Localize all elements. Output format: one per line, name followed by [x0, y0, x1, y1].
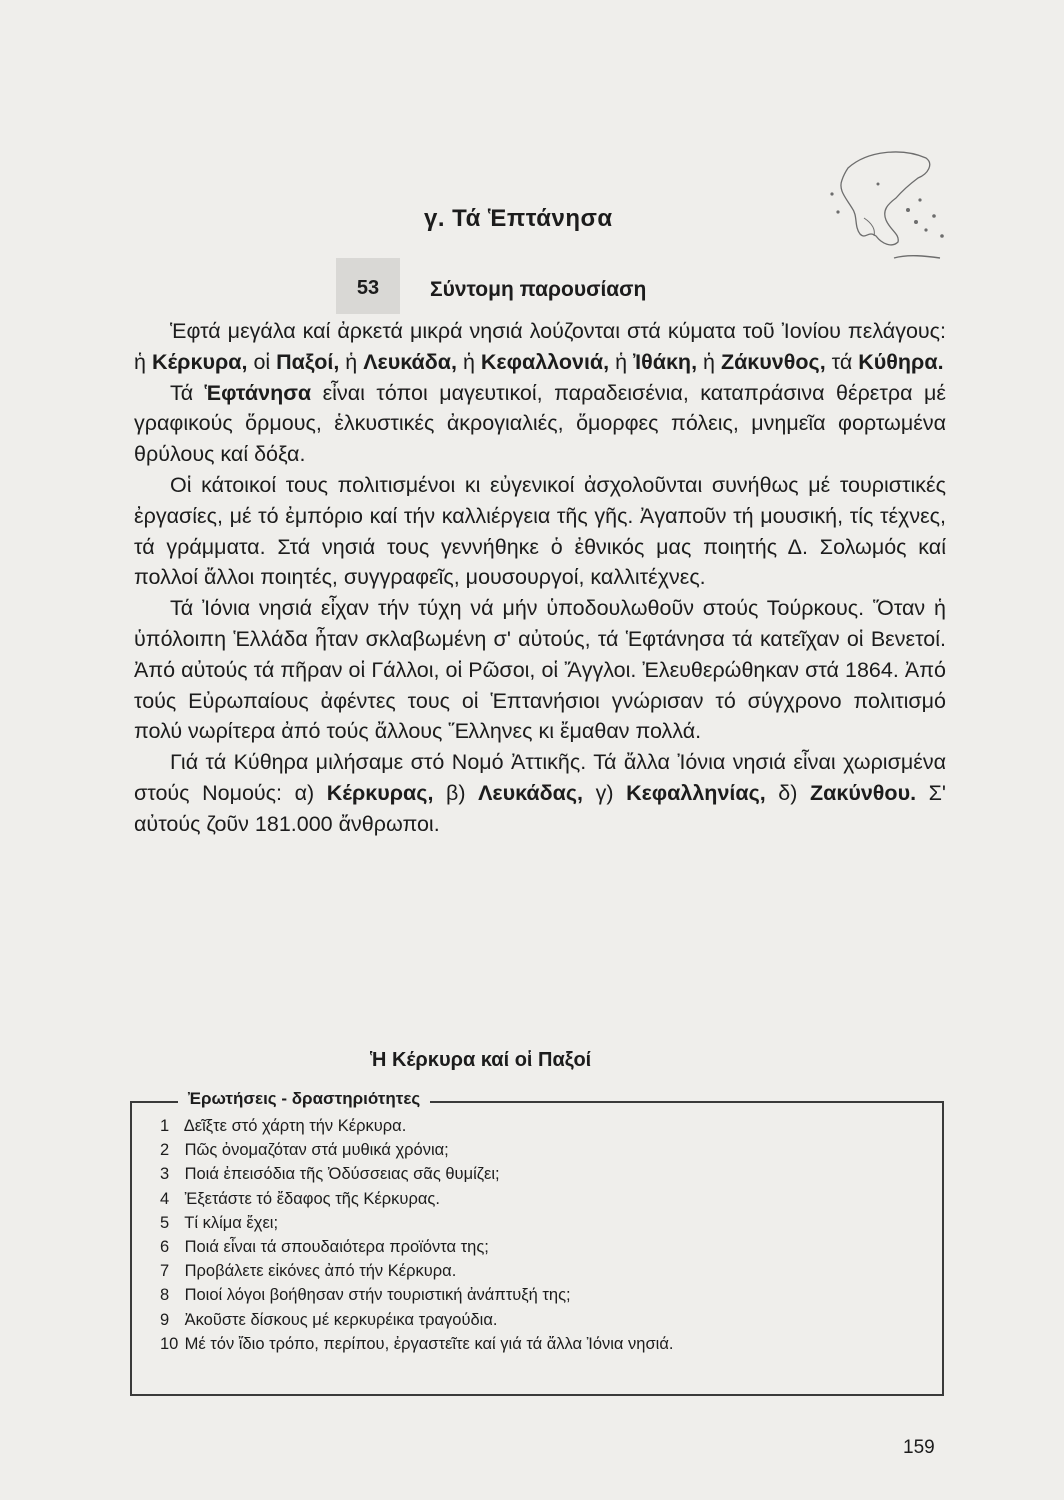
section-title: Σύντομη παρουσίαση: [430, 278, 647, 301]
question-text: Τί κλίμα ἔχει;: [184, 1213, 279, 1232]
question-text: Μέ τόν ἴδιο τρόπο, περίπου, ἐργαστεῖτε καί γιά τά ἄλλα Ἰόνια νησιά.: [184, 1334, 674, 1353]
subsection-title: Ἡ Κέρκυρα καί οἱ Παξοί: [370, 1049, 592, 1071]
greece-map-icon: [808, 138, 958, 288]
question-text: Πῶς ὀνομαζόταν στά μυθικά χρόνια;: [184, 1141, 449, 1160]
question-text: Ἀκοῦστε δίσκους μέ κερκυρέικα τραγούδια.: [184, 1310, 498, 1329]
question-number: 7: [160, 1262, 170, 1281]
question-number: 10: [160, 1334, 179, 1353]
question-item: [160, 1283, 673, 1307]
question-number: 4: [160, 1189, 170, 1208]
section-number: 53: [336, 258, 400, 314]
paragraph-5: Γιά τά Κύθηρα μιλήσαμε στό Νομό Ἀττικῆς. Τά ἄλλα Ἰόνια νησιά εἶναι χωρισμένα στούς Νομούς: α) Κέρκυρας, β) Λευκάδας, γ) Κεφαλληνίας, δ) Ζακύνθου. Σ' αὐτούς ζοῦν 181.000 ἄνθρωποι.: [134, 750, 947, 836]
question-number: 8: [160, 1286, 170, 1305]
question-item: [160, 1187, 673, 1211]
question-number: 9: [160, 1310, 170, 1329]
paragraph-1: Ἑφτά μεγάλα καί ἀρκετά μικρά νησιά λούζονται στά κύματα τοῦ Ἰονίου πελάγους: ἡ Κέρκυρα, οἱ Παξοί, ἡ Λευκάδα, ἡ Κεφαλλονιά, ἡ Ἰθάκη, ἡ Ζάκυνθος, τά Κύθηρα.: [134, 319, 946, 374]
question-item: [160, 1308, 673, 1332]
chapter-title: γ. Τά Ἑπτάνησα: [424, 205, 613, 232]
question-number: 1: [160, 1117, 170, 1135]
question-number: 6: [160, 1237, 170, 1256]
question-item: [160, 1138, 673, 1162]
main-text: [134, 316, 946, 840]
paragraph-2: Τά Ἑφτάνησα εἶναι τόποι μαγευτικοί, παραδεισένια, καταπράσινα θέρετρα μέ γραφικούς ὅρμους, ἑλκυστικές ἀκρογιαλιές, ὅμορφες πόλεις, μνημεῖα φορτωμένα θρύλους καί δόξα.: [134, 380, 946, 467]
question-item: [160, 1114, 673, 1138]
question-text: Ποιά ἐπεισόδια τῆς Ὀδύσσειας σᾶς θυμίζει;: [184, 1165, 500, 1184]
question-item: [160, 1162, 673, 1186]
question-number: 5: [160, 1213, 170, 1232]
question-text: Ἐξετάστε τό ἔδαφος τῆς Κέρκυρας.: [184, 1189, 440, 1208]
question-item: [160, 1211, 673, 1235]
question-text: Ποιοί λόγοι βοήθησαν στήν τουριστική ἀνάπτυξή της;: [184, 1286, 571, 1305]
questions-heading: Ἐρωτήσεις - δραστηριότητες: [178, 1089, 430, 1109]
question-number: 2: [160, 1141, 170, 1160]
paragraph-3: Οἱ κάτοικοί τους πολιτισμένοι κι εὐγενικοί ἀσχολοῦνται συνήθως μέ τουριστικές ἐργασίες, μέ τό ἐμπόριο καί τήν καλλιέργεια τῆς γῆς. Ἀγαποῦν τή μουσική, τίς τέχνες, τά γράμματα. Στά νησιά τους γεννήθηκε ὁ ἐθνικός μας ποιητής Δ. Σολωμός καί πολλοί ἄλλοι ποιητές, συγγραφεῖς, μουσουργοί, καλλιτέχνες.: [134, 472, 946, 590]
question-item: [160, 1332, 673, 1356]
question-text: Προβάλετε εἰκόνες ἀπό τήν Κέρκυρα.: [184, 1262, 457, 1281]
question-text: Ποιά εἶναι τά σπουδαιότερα προϊόντα της;: [184, 1237, 489, 1256]
paragraph-4: Τά Ἰόνια νησιά εἶχαν τήν τύχη νά μήν ὑποδουλωθοῦν στούς Τούρκους. Ὅταν ἡ ὑπόλοιπη Ἑλλάδα ἦταν σκλαβωμένη σ' αὐτούς, τά Ἑφτάνησα τά κατεῖχαν οἱ Βενετοί. Ἀπό αὐτούς τά πῆραν οἱ Γάλλοι, οἱ Ρῶσοι, οἱ Ἄγγλοι. Ἐλευθερώθηκαν στά 1864. Ἀπό τούς Εὐρωπαίους ἀφέντες τους οἱ Ἑπτανήσιοι γνώρισαν τό σύγχρονο πολιτισμό πολύ νωρίτερα ἀπό τούς ἄλλους Ἕλληνες κι ἔμαθαν πολλά.: [134, 596, 946, 744]
question-text: Δεῖξτε στό χάρτη τήν Κέρκυρα.: [183, 1117, 407, 1135]
question-item: [160, 1259, 673, 1283]
page-number: 159: [903, 1437, 935, 1458]
questions-list: [160, 1114, 673, 1356]
question-number: 3: [160, 1165, 170, 1184]
question-item: [160, 1235, 673, 1259]
